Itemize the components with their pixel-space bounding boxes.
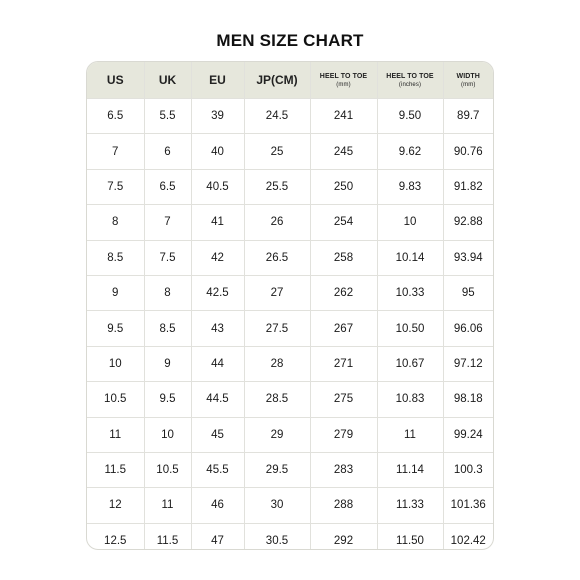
cell-us: 7.5 <box>87 169 144 204</box>
header-heel-to-toe-mm-unit: (mm) <box>336 81 351 88</box>
cell-jp: 28.5 <box>244 382 310 417</box>
cell-eu: 40 <box>191 134 244 169</box>
header-width <box>443 62 493 99</box>
cell-eu: 39 <box>191 99 244 134</box>
cell-uk: 7.5 <box>144 240 191 275</box>
table-row <box>87 417 493 452</box>
cell-heel-to-toe-inches: 9.50 <box>377 99 443 134</box>
table-row <box>87 99 493 134</box>
cell-heel-to-toe-inches: 9.62 <box>377 134 443 169</box>
cell-heel-to-toe-inches: 10.67 <box>377 346 443 381</box>
cell-jp: 25.5 <box>244 169 310 204</box>
cell-heel-to-toe-mm: 258 <box>310 240 377 275</box>
table-row <box>87 275 493 310</box>
cell-eu: 45.5 <box>191 452 244 487</box>
cell-uk: 7 <box>144 205 191 240</box>
table-row <box>87 452 493 487</box>
cell-uk: 9 <box>144 346 191 381</box>
cell-heel-to-toe-mm: 254 <box>310 205 377 240</box>
cell-eu: 44.5 <box>191 382 244 417</box>
cell-jp: 26.5 <box>244 240 310 275</box>
header-jp: JP(CM) <box>244 62 310 99</box>
cell-heel-to-toe-mm: 241 <box>310 99 377 134</box>
table-row <box>87 346 493 381</box>
chart-title: MEN SIZE CHART <box>216 31 364 50</box>
cell-heel-to-toe-mm: 292 <box>310 523 377 550</box>
size-chart-table <box>87 62 493 550</box>
cell-heel-to-toe-inches: 11.50 <box>377 523 443 550</box>
cell-heel-to-toe-mm: 283 <box>310 452 377 487</box>
cell-width: 98.18 <box>443 382 493 417</box>
cell-width: 97.12 <box>443 346 493 381</box>
cell-uk: 11 <box>144 488 191 523</box>
header-row <box>87 62 493 99</box>
cell-us: 10 <box>87 346 144 381</box>
cell-uk: 8.5 <box>144 311 191 346</box>
header-uk: UK <box>144 62 191 99</box>
cell-eu: 44 <box>191 346 244 381</box>
cell-heel-to-toe-inches: 10.83 <box>377 382 443 417</box>
cell-heel-to-toe-mm: 267 <box>310 311 377 346</box>
header-heel-to-toe-mm-label: HEEL TO TOE <box>319 72 368 80</box>
cell-us: 8 <box>87 205 144 240</box>
cell-eu: 40.5 <box>191 169 244 204</box>
cell-us: 10.5 <box>87 382 144 417</box>
cell-us: 7 <box>87 134 144 169</box>
cell-jp: 24.5 <box>244 99 310 134</box>
cell-uk: 11.5 <box>144 523 191 550</box>
table-row <box>87 311 493 346</box>
table-row <box>87 240 493 275</box>
cell-us: 12.5 <box>87 523 144 550</box>
table-row <box>87 523 493 550</box>
cell-heel-to-toe-mm: 271 <box>310 346 377 381</box>
cell-width: 92.88 <box>443 205 493 240</box>
cell-heel-to-toe-mm: 250 <box>310 169 377 204</box>
cell-width: 102.42 <box>450 534 486 547</box>
cell-us: 8.5 <box>87 240 144 275</box>
cell-eu: 46 <box>191 488 244 523</box>
cell-eu: 43 <box>191 311 244 346</box>
cell-width: 89.7 <box>443 99 493 134</box>
table-row <box>87 134 493 169</box>
cell-heel-to-toe-inches: 9.83 <box>377 169 443 204</box>
cell-uk: 6 <box>144 134 191 169</box>
cell-heel-to-toe-inches: 11 <box>377 417 443 452</box>
cell-width: 100.3 <box>443 452 493 487</box>
cell-heel-to-toe-mm: 275 <box>310 382 377 417</box>
cell-jp: 30 <box>244 488 310 523</box>
cell-jp: 25 <box>244 134 310 169</box>
cell-uk: 6.5 <box>144 169 191 204</box>
cell-uk: 5.5 <box>144 99 191 134</box>
cell-width: 90.76 <box>443 134 493 169</box>
cell-heel-to-toe-inches: 10.14 <box>377 240 443 275</box>
cell-width: 95 <box>443 275 493 310</box>
table-row <box>87 205 493 240</box>
header-width-label: WIDTH <box>456 72 480 80</box>
cell-eu: 41 <box>191 205 244 240</box>
cell-jp: 29 <box>244 417 310 452</box>
cell-width: 101.36 <box>443 488 493 523</box>
cell-heel-to-toe-inches: 10 <box>377 205 443 240</box>
cell-heel-to-toe-inches: 11.14 <box>377 452 443 487</box>
cell-heel-to-toe-mm: 262 <box>310 275 377 310</box>
cell-heel-to-toe-mm: 245 <box>310 134 377 169</box>
table-row <box>87 169 493 204</box>
header-heel-to-toe-inches <box>377 62 443 99</box>
cell-heel-to-toe-mm: 279 <box>310 417 377 452</box>
cell-eu: 45 <box>191 417 244 452</box>
cell-uk: 10 <box>144 417 191 452</box>
table-row <box>87 382 493 417</box>
cell-width: 99.24 <box>443 417 493 452</box>
cell-jp: 28 <box>244 346 310 381</box>
cell-us: 11.5 <box>87 452 144 487</box>
cell-us: 12 <box>87 488 144 523</box>
cell-eu: 42 <box>191 240 244 275</box>
cell-us: 9 <box>87 275 144 310</box>
cell-width: 93.94 <box>443 240 493 275</box>
cell-width: 96.06 <box>443 311 493 346</box>
cell-uk: 10.5 <box>144 452 191 487</box>
header-heel-to-toe-inches-label: HEEL TO TOE <box>386 72 434 80</box>
cell-eu: 42.5 <box>191 275 244 310</box>
cell-jp: 30.5 <box>244 523 310 550</box>
table-row <box>87 488 493 523</box>
cell-heel-to-toe-inches: 10.50 <box>377 311 443 346</box>
size-chart-table-container <box>86 61 494 550</box>
cell-eu: 47 <box>191 523 244 550</box>
cell-us: 9.5 <box>87 311 144 346</box>
cell-jp: 27.5 <box>244 311 310 346</box>
cell-heel-to-toe-inches: 11.33 <box>377 488 443 523</box>
header-heel-to-toe-inches-unit: (inches) <box>398 81 422 88</box>
cell-width: 91.82 <box>443 169 493 204</box>
cell-uk: 8 <box>144 275 191 310</box>
cell-uk: 9.5 <box>144 382 191 417</box>
cell-heel-to-toe-inches: 10.33 <box>377 275 443 310</box>
header-eu: EU <box>191 62 244 99</box>
cell-jp: 26 <box>244 205 310 240</box>
cell-us: 11 <box>87 417 144 452</box>
header-us: US <box>87 62 144 99</box>
cell-jp: 29.5 <box>244 452 310 487</box>
cell-heel-to-toe-mm: 288 <box>310 488 377 523</box>
cell-jp: 27 <box>244 275 310 310</box>
cell-us: 6.5 <box>87 99 144 134</box>
header-width-unit: (mm) <box>461 81 476 88</box>
header-heel-to-toe-mm <box>310 62 377 99</box>
